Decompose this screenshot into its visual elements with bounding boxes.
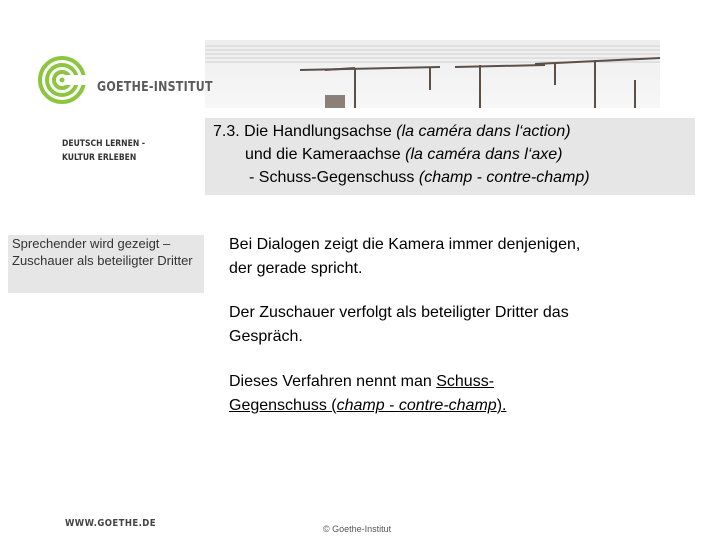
title-text-1: Die Handlungsachse: [244, 123, 392, 140]
paragraph-3-underlined-a: Schuss-: [436, 373, 495, 390]
title-text-3: - Schuss-Gegenschuss: [249, 169, 415, 186]
paragraph-3-line-2: [229, 394, 679, 418]
paragraph-1-line-2: der gerade spricht.: [229, 260, 363, 277]
paragraph-3-line-1: [229, 370, 679, 394]
paragraph-3-italic-contre-champ: contre-champ: [398, 397, 497, 414]
paragraph-3-text-c: -: [384, 397, 399, 414]
tagline: [62, 137, 145, 165]
paragraph-2-line-1: Der Zuschauer verfolgt als beteiligter Dritter das: [229, 304, 569, 321]
tagline-line1: DEUTSCH LERNEN -: [62, 139, 146, 149]
paragraph-3-text-a: Dieses Verfahren nennt man: [229, 373, 437, 390]
goethe-logo: [35, 55, 213, 105]
logo-wordmark: GOETHE-INSTITUT: [97, 80, 213, 95]
paragraph-2: [229, 301, 679, 349]
footer-url: WWW.GOETHE.DE: [65, 518, 157, 529]
title-text-2: und die Kameraachse: [245, 146, 401, 163]
header-crane-image: [205, 40, 660, 108]
goethe-emblem-icon: [35, 55, 93, 105]
title-line-3: [249, 166, 590, 189]
section-number: 7.3.: [213, 123, 240, 140]
paragraph-3-text-b: Gegenschuss (: [229, 397, 337, 414]
title-line-2: [245, 143, 563, 166]
paragraph-3: [229, 370, 679, 418]
title-italic-1: (la caméra dans l‘action): [396, 123, 571, 140]
slide-title-box: [205, 118, 695, 195]
caption-text: Sprechender wird gezeigt – Zuschauer als beteiligter Dritter: [12, 236, 193, 268]
copyright: © Goethe-Institut: [323, 524, 392, 534]
title-line-1: [213, 120, 571, 143]
caption-box: [8, 235, 204, 293]
tagline-line2: KULTUR ERLEBEN: [62, 153, 137, 163]
paragraph-3-text-d: ).: [496, 397, 507, 414]
paragraph-3-italic-champ: champ: [336, 397, 385, 414]
title-italic-3: (champ - contre-champ): [418, 169, 590, 186]
paragraph-2-line-2: Gespräch.: [229, 328, 303, 345]
paragraph-1: [229, 233, 679, 281]
title-italic-2: (la caméra dans l‘axe): [405, 146, 563, 163]
paragraph-1-line-1: Bei Dialogen zeigt die Kamera immer denjenigen,: [229, 236, 581, 253]
